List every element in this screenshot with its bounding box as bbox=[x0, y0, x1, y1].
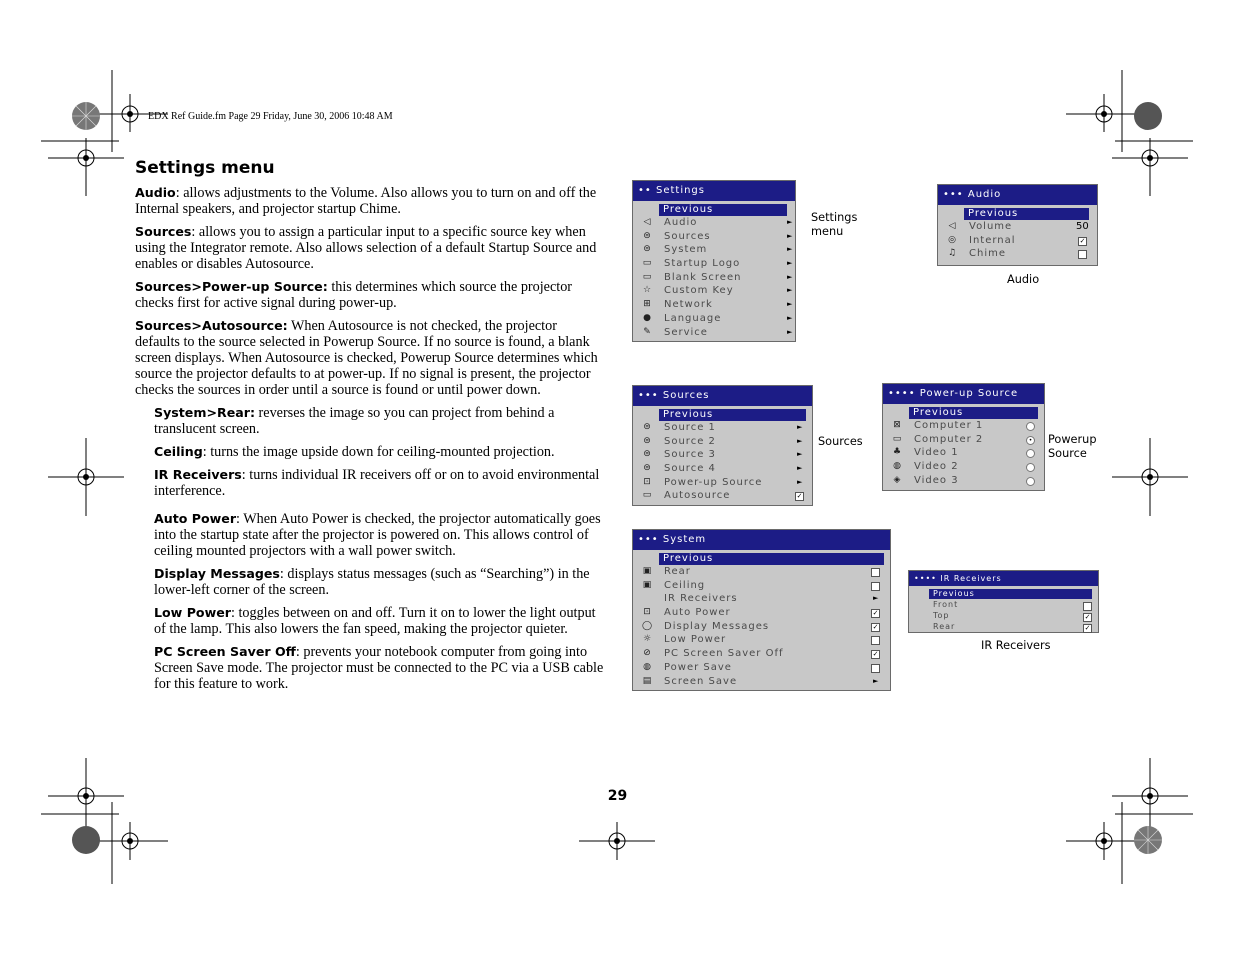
radio-button[interactable] bbox=[1026, 449, 1035, 458]
submenu-arrow-icon: ► bbox=[797, 477, 803, 486]
submenu-arrow-icon: ► bbox=[787, 245, 793, 254]
checkbox[interactable] bbox=[871, 582, 880, 591]
system-menu-item-label: IR Receivers bbox=[664, 593, 738, 605]
settings-menu-item[interactable] bbox=[633, 216, 795, 230]
chime-icon: ♫ bbox=[947, 248, 957, 259]
audio-menu-item[interactable] bbox=[938, 220, 1097, 234]
settings-menu-item-label: Blank Screen bbox=[664, 271, 742, 283]
settings-menu-item[interactable] bbox=[633, 243, 795, 257]
powerup-menu-item[interactable] bbox=[883, 460, 1044, 474]
settings-menu-item[interactable] bbox=[633, 257, 795, 271]
submenu-arrow-icon: ► bbox=[787, 300, 793, 309]
submenu-arrow-icon: ► bbox=[873, 594, 879, 603]
settings-menu-item[interactable] bbox=[633, 284, 795, 298]
powerup-menu-item-label: Computer 1 bbox=[914, 420, 984, 431]
submenu-arrow-icon: ► bbox=[797, 450, 803, 459]
previous-item[interactable]: Previous bbox=[964, 208, 1089, 220]
previous-item[interactable]: Previous bbox=[909, 407, 1038, 419]
system-icon: ⊜ bbox=[643, 244, 651, 255]
video-icon: ◍ bbox=[893, 461, 901, 472]
sources-menu-item-label: Source 1 bbox=[664, 422, 716, 433]
source-icon: ⊜ bbox=[643, 230, 651, 241]
settings-menu-item-label: Audio bbox=[664, 217, 698, 228]
system-menu-item[interactable] bbox=[633, 633, 890, 647]
settings-menu-item[interactable] bbox=[633, 312, 795, 326]
para-autosource: Sources>Autosource: When Autosource is not checked, the projector defaults to the source selected in Powerup Source. If no source is found, a blank screen displays. When Autosource is checked, Powerup Source determines which source the projector defaults to at power-up. If no signal is present, the projector checks the sources in order until a source is found or until power down. bbox=[135, 318, 598, 398]
blank-screen-icon: ▭ bbox=[642, 271, 652, 282]
system-menu-item-label: Auto Power bbox=[664, 607, 731, 619]
audio-menu-item-label: Chime bbox=[969, 248, 1006, 260]
audio-menu-item-label: Volume bbox=[969, 221, 1013, 232]
settings-menu-item-label: Startup Logo bbox=[664, 258, 741, 270]
system-menu-item[interactable] bbox=[633, 606, 890, 620]
body-text bbox=[135, 185, 605, 699]
screen-save-icon: ▤ bbox=[642, 675, 652, 686]
system-menu bbox=[632, 529, 891, 691]
submenu-arrow-icon: ► bbox=[787, 259, 793, 268]
network-icon: ⊞ bbox=[643, 299, 651, 310]
para-autopower: Auto Power: When Auto Power is checked, the projector automatically goes into the startup state after the projector is powered on. This allows control of ceiling mounted projectors with a wall power switch. bbox=[154, 511, 601, 559]
source-icon: ⊜ bbox=[643, 435, 651, 446]
sources-menu-item-label: Source 3 bbox=[664, 449, 716, 461]
checkbox[interactable] bbox=[871, 664, 880, 673]
system-menu-item-label: Ceiling bbox=[664, 579, 706, 591]
para-powerup: Sources>Power-up Source: this determines which source the projector checks first for active signal during power-up. bbox=[135, 279, 573, 311]
ir-menu-item[interactable] bbox=[909, 610, 1098, 621]
previous-item[interactable]: Previous bbox=[659, 409, 806, 421]
ir-menu-item-label: Front bbox=[933, 600, 959, 609]
wrench-icon: ✎ bbox=[643, 326, 651, 337]
ceiling-icon: ▣ bbox=[642, 579, 652, 590]
para-lowpower: Low Power: toggles between on and off. Turn it on to lower the light output of the lamp. This also lowers the fan speed, making the projector quieter. bbox=[154, 605, 596, 637]
page-title: Settings menu bbox=[135, 158, 275, 178]
submenu-arrow-icon: ► bbox=[787, 327, 793, 336]
ir-menu-item[interactable] bbox=[909, 621, 1098, 632]
audio-menu-title: ••• Audio bbox=[938, 185, 1097, 205]
settings-menu-item-label: Network bbox=[664, 299, 713, 311]
settings-menu-item[interactable] bbox=[633, 230, 795, 244]
system-menu-item-label: Power Save bbox=[664, 661, 732, 673]
radio-button[interactable] bbox=[1026, 463, 1035, 472]
star-icon: ☆ bbox=[642, 285, 652, 296]
sources-menu-item-label: Source 2 bbox=[664, 435, 716, 447]
system-menu-item-label: Display Messages bbox=[664, 620, 770, 632]
powerup-menu-item[interactable] bbox=[883, 446, 1044, 460]
previous-item[interactable]: Previous bbox=[659, 553, 884, 565]
settings-menu-item-label: Service bbox=[664, 326, 708, 338]
speaker-icon: ◁ bbox=[643, 217, 651, 227]
settings-menu-item-label: Custom Key bbox=[664, 285, 734, 297]
powerup-menu-item[interactable] bbox=[883, 433, 1044, 447]
system-menu-item-label: Screen Save bbox=[664, 675, 738, 687]
file-info-header: EDX Ref Guide.fm Page 29 Friday, June 30, 2006 10:48 AM bbox=[148, 111, 393, 122]
powerup-source-icon: ⊡ bbox=[643, 476, 651, 487]
message-icon: ◯ bbox=[642, 620, 653, 631]
sources-menu bbox=[632, 385, 813, 506]
powerup-menu-title: •••• Power-up Source bbox=[883, 384, 1044, 404]
sources-menu-item-label: Power-up Source bbox=[664, 476, 763, 488]
checkbox[interactable]: ✓ bbox=[872, 622, 879, 631]
audio-menu-item-label: Internal bbox=[969, 234, 1016, 246]
para-display: Display Messages: displays status messages (such as “Searching”) in the lower-left corner of the screen. bbox=[154, 566, 590, 598]
checkbox[interactable] bbox=[871, 568, 880, 577]
checkbox[interactable]: ✓ bbox=[1084, 613, 1091, 621]
sources-menu-item[interactable] bbox=[633, 462, 812, 476]
sources-menu-caption: Sources bbox=[818, 435, 863, 448]
system-menu-item[interactable] bbox=[633, 620, 890, 634]
volume-icon: ◁ bbox=[948, 221, 956, 231]
internal-speaker-icon: ◎ bbox=[948, 234, 956, 245]
system-menu-item[interactable] bbox=[633, 647, 890, 661]
ir-menu-item-label: Rear bbox=[933, 622, 956, 631]
para-sources: Sources: allows you to assign a particular input to a specific source key when using the Integrator remote. Also allows selection of a default Startup Source and enables or disables Autosource. bbox=[135, 224, 597, 272]
sources-menu-item-label: Autosource bbox=[664, 490, 731, 502]
settings-menu-item-label: Sources bbox=[664, 230, 711, 242]
submenu-arrow-icon: ► bbox=[787, 218, 793, 226]
system-menu-item[interactable] bbox=[633, 565, 890, 579]
sources-menu-item[interactable] bbox=[633, 421, 812, 435]
ir-menu-caption: IR Receivers bbox=[981, 639, 1051, 652]
checkbox[interactable]: ✓ bbox=[1079, 236, 1086, 245]
powerup-menu-caption: Powerup Source bbox=[1048, 433, 1097, 460]
system-menu-item[interactable] bbox=[633, 579, 890, 593]
sources-menu-item[interactable] bbox=[633, 435, 812, 449]
settings-menu bbox=[632, 180, 796, 342]
radio-button[interactable]: • bbox=[1026, 436, 1035, 445]
previous-item[interactable]: Previous bbox=[659, 204, 787, 216]
video-icon: ♣ bbox=[892, 447, 902, 458]
system-menu-item[interactable] bbox=[633, 592, 890, 606]
globe-icon: ● bbox=[643, 312, 651, 323]
submenu-arrow-icon: ► bbox=[873, 676, 879, 685]
radio-button[interactable] bbox=[1026, 422, 1035, 431]
sources-menu-item-label: Source 4 bbox=[664, 463, 716, 475]
checkbox[interactable] bbox=[1078, 250, 1087, 259]
sources-menu-item[interactable] bbox=[633, 476, 812, 490]
autosource-icon: ▭ bbox=[642, 490, 652, 501]
submenu-arrow-icon: ► bbox=[787, 231, 793, 240]
computer-icon: ⊠ bbox=[893, 420, 901, 430]
settings-menu-title: •• Settings bbox=[633, 181, 795, 201]
source-icon: ⊜ bbox=[643, 463, 651, 474]
screen-saver-off-icon: ⊘ bbox=[643, 648, 651, 659]
checkbox[interactable]: ✓ bbox=[796, 492, 803, 501]
system-menu-item-label: PC Screen Saver Off bbox=[664, 648, 784, 660]
powerup-menu-item-label: Video 3 bbox=[914, 474, 959, 486]
source-icon: ⊜ bbox=[643, 422, 651, 432]
para-ir: IR Receivers: turns individual IR receivers off or on to avoid environmental interference. bbox=[154, 467, 600, 499]
radio-button[interactable] bbox=[1026, 477, 1035, 486]
ir-menu-item[interactable] bbox=[909, 599, 1098, 610]
settings-menu-item-label: Language bbox=[664, 312, 722, 324]
settings-menu-item[interactable] bbox=[633, 326, 795, 340]
system-menu-item[interactable] bbox=[633, 661, 890, 675]
sources-menu-title: ••• Sources bbox=[633, 386, 812, 406]
volume-value: 50 bbox=[1076, 221, 1089, 232]
submenu-arrow-icon: ► bbox=[787, 272, 793, 281]
powerup-menu-item[interactable] bbox=[883, 474, 1044, 488]
system-menu-item-label: Low Power bbox=[664, 634, 727, 646]
ir-menu-item-label: Top bbox=[933, 611, 950, 620]
previous-item[interactable]: Previous bbox=[929, 589, 1092, 599]
para-audio: Audio: allows adjustments to the Volume. Also allows you to turn on and off the Internal speakers, and projector startup Chime. bbox=[135, 185, 597, 217]
ir-menu-title: •••• IR Receivers bbox=[909, 571, 1098, 586]
para-rear: System>Rear: reverses the image so you can project from behind a translucent screen. bbox=[154, 405, 555, 437]
checkbox[interactable] bbox=[871, 636, 880, 645]
powerup-source-menu bbox=[882, 383, 1045, 491]
para-pcsaver: PC Screen Saver Off: prevents your notebook computer from going into Screen Save mode. The projector must be connected to the PC via a USB cable for this feature to work. bbox=[154, 644, 604, 692]
sources-menu-item[interactable] bbox=[633, 448, 812, 462]
submenu-arrow-icon: ► bbox=[787, 286, 793, 295]
audio-menu-item[interactable] bbox=[938, 234, 1097, 248]
sources-menu-item[interactable] bbox=[633, 489, 812, 503]
submenu-arrow-icon: ► bbox=[797, 423, 803, 431]
powerup-menu-item-label: Video 1 bbox=[914, 447, 959, 459]
source-icon: ⊜ bbox=[643, 449, 651, 460]
lamp-icon: ☼ bbox=[642, 634, 652, 645]
submenu-arrow-icon: ► bbox=[787, 313, 793, 322]
audio-menu-item[interactable] bbox=[938, 247, 1097, 261]
submenu-arrow-icon: ► bbox=[797, 436, 803, 445]
checkbox[interactable]: ✓ bbox=[872, 609, 879, 618]
system-menu-title: ••• System bbox=[633, 530, 890, 550]
powerup-menu-item-label: Video 2 bbox=[914, 461, 959, 473]
video-icon: ◈ bbox=[893, 474, 901, 485]
settings-menu-item[interactable] bbox=[633, 271, 795, 285]
monitor-icon: ▭ bbox=[892, 433, 902, 444]
rear-icon: ▣ bbox=[642, 566, 652, 576]
powerup-menu-item[interactable] bbox=[883, 419, 1044, 433]
auto-power-icon: ⊡ bbox=[643, 607, 651, 618]
checkbox[interactable]: ✓ bbox=[872, 650, 879, 659]
para-ceiling: Ceiling: turns the image upside down for ceiling-mounted projection. bbox=[154, 444, 555, 460]
audio-menu-caption: Audio bbox=[1007, 273, 1040, 286]
settings-menu-item-label: System bbox=[664, 244, 708, 256]
page-number: 29 bbox=[607, 788, 628, 804]
logo-icon: ▭ bbox=[642, 258, 652, 269]
system-menu-item-label: Rear bbox=[664, 566, 691, 577]
settings-menu-caption: Settings menu bbox=[811, 211, 858, 238]
settings-menu-item[interactable] bbox=[633, 298, 795, 312]
power-save-icon: ◍ bbox=[643, 661, 651, 672]
checkbox[interactable]: ✓ bbox=[1084, 624, 1091, 632]
system-menu-item[interactable] bbox=[633, 675, 890, 689]
audio-menu bbox=[937, 184, 1098, 266]
submenu-arrow-icon: ► bbox=[797, 464, 803, 473]
powerup-menu-item-label: Computer 2 bbox=[914, 433, 984, 445]
ir-receivers-menu bbox=[908, 570, 1099, 633]
